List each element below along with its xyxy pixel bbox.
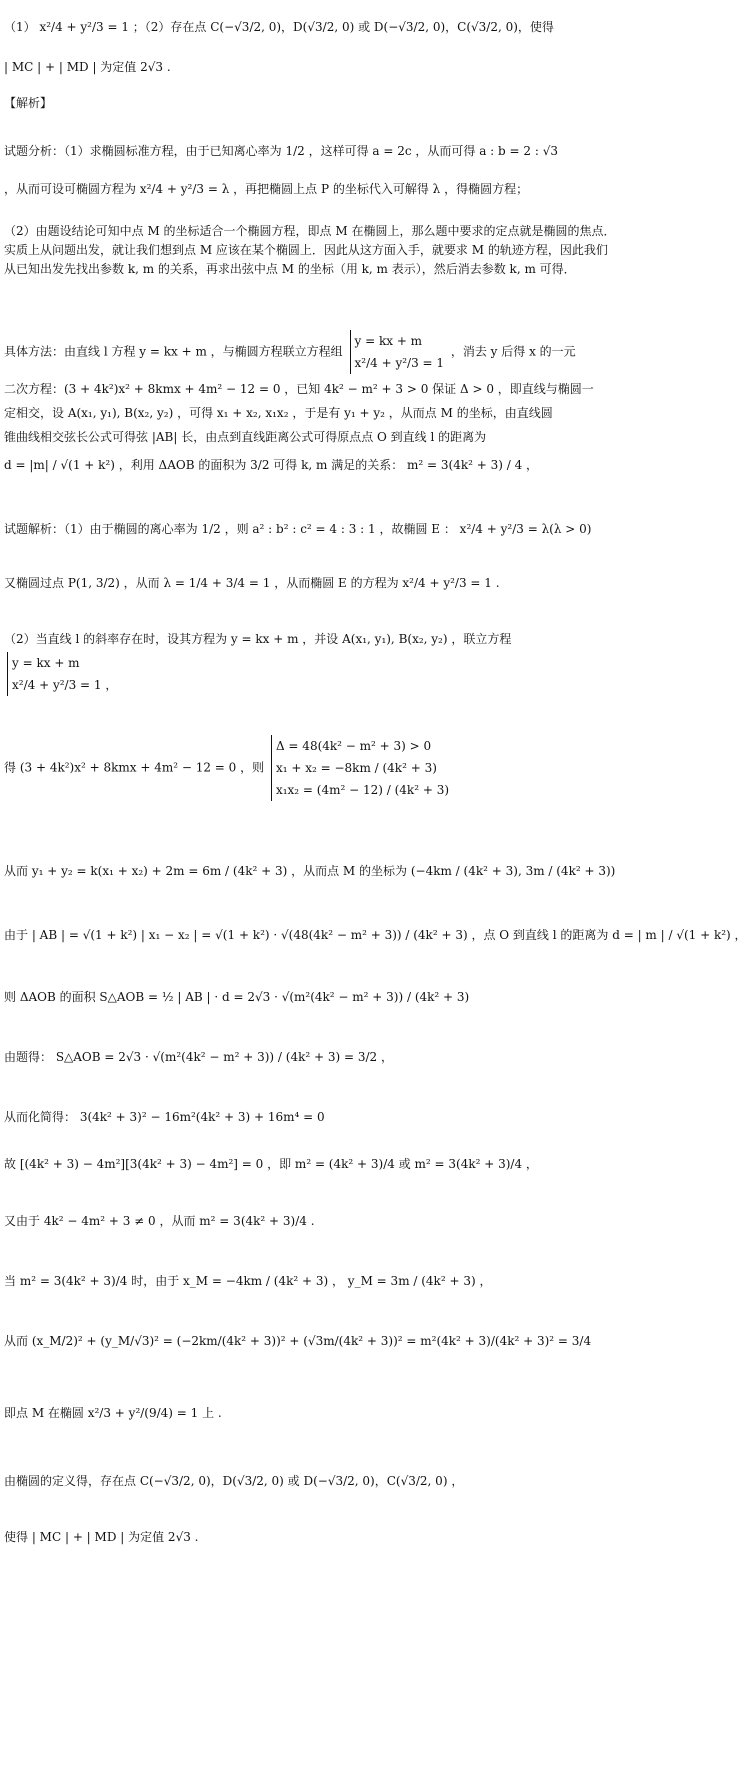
solution-line-1: 试题解析：（1）由于椭圆的离心率为 1/2 ，则 a² : b² : c² = 4 : 3 : 1 ，故椭圆 E ： x²/4 + y²/3 = λ(λ > 0) <box>4 522 592 536</box>
equation-line: y = kx + m <box>354 334 423 348</box>
equation-line: y = kx + m <box>12 656 80 670</box>
method-line-2: 二次方程：(3 + 4k²)x² + 8kmx + 4m² − 12 = 0 ，已知 4k² − m² + 3 > 0 保证 Δ > 0 ，即直线与椭圆一 <box>4 382 594 396</box>
solution-line-11: 又由于 4k² − 4m² + 3 ≠ 0 ，从而 m² = 3(4k² + 3)/4 . <box>4 1214 315 1228</box>
solution-line-14: 即点 M 在椭圆 x²/3 + y²/(9/4) = 1 上 . <box>4 1406 222 1420</box>
equation-system <box>350 330 445 374</box>
solution-text: 得 (3 + 4k²)x² + 8kmx + 4m² − 12 = 0 ，则 <box>4 760 265 775</box>
method-text: ，消去 y 后得 x 的一元 <box>450 344 576 359</box>
solution-line-16: 使得 | MC | + | MD | 为定值 2√3 . <box>4 1530 199 1544</box>
equation-line: x²/4 + y²/3 = 1 <box>354 356 445 370</box>
method-line-1 <box>4 330 618 370</box>
solution-line-2: 又椭圆过点 P(1, 3/2) ，从而 λ = 1/4 + 3/4 = 1 ，从而椭圆 E 的方程为 x²/4 + y²/3 = 1 . <box>4 576 500 590</box>
solution-line-8: 由题得： S△AOB = 2√3 · √(m²(4k² − m² + 3)) / (4k² + 3) = 3/2 ， <box>4 1050 393 1064</box>
equation-line: x²/4 + y²/3 = 1 ， <box>12 678 118 692</box>
solution-line-12: 当 m² = 3(4k² + 3)/4 时，由于 x_M = −4km / (4k² + 3) ， y_M = 3m / (4k² + 3) ， <box>4 1274 492 1288</box>
answer-line-1: （1） x²/4 + y²/3 = 1 ；（2）存在点 C(−√3/2, 0)，D(√3/2, 0) 或 D(−√3/2, 0)，C(√3/2, 0)，使得 <box>4 20 554 34</box>
solution-line-10: 故 [(4k² + 3) − 4m²][3(4k² + 3) − 4m²] = 0 ，即 m² = (4k² + 3)/4 或 m² = 3(4k² + 3)/4 ， <box>4 1157 538 1171</box>
equation-system <box>7 652 117 696</box>
answer-line-2: | MC | + | MD | 为定值 2√3 . <box>4 60 171 74</box>
equation-system <box>271 735 449 801</box>
solution-line-3: （2）当直线 l 的斜率存在时，设其方程为 y = kx + m ，并设 A(x₁, y₁), B(x₂, y₂) ，联立方程 <box>4 632 512 646</box>
equation-line: x₁x₂ = (4m² − 12) / (4k² + 3) <box>275 783 450 797</box>
solution-line-4 <box>4 735 618 801</box>
method-line-3: 定相交，设 A(x₁, y₁), B(x₂, y₂) ，可得 x₁ + x₂, x₁x₂ ，于是有 y₁ + y₂ ，从而点 M 的坐标，由直线圆 <box>4 406 553 420</box>
solution-system-3 <box>4 652 618 696</box>
analysis-part-1b: ，从而可设可椭圆方程为 x²/4 + y²/3 = λ ，再把椭圆上点 P 的坐标代入可解得 λ ，得椭圆方程； <box>4 182 529 196</box>
analysis-part-2: （2）由题设结论可知中点 M 的坐标适合一个椭圆方程，即点 M 在椭圆上，那么题中要求的定点就是椭圆的焦点．实质上从问题出发，就让我们想到点 M 应该在某个椭圆上．因此从这方面入手，就要求 M 的轨迹方程，因此我们从已知出发先找出参数 k, m 的关系，再求出弦中点 M 的坐标（用 k, m 表示），然后消去参数 k, m 可得． <box>4 224 616 276</box>
equation-line: Δ = 48(4k² − m² + 3) > 0 <box>275 739 432 753</box>
analysis-part-1a: 试题分析：（1）求椭圆标准方程，由于已知离心率为 1/2 ，这样可得 a = 2c ，从而可得 a : b = 2 : √3 <box>4 144 558 158</box>
method-text: 具体方法：由直线 l 方程 y = kx + m ，与椭圆方程联立方程组 <box>4 344 343 359</box>
solution-line-9: 从而化简得： 3(4k² + 3)² − 16m²(4k² + 3) + 16m⁴ = 0 <box>4 1110 325 1124</box>
equation-line: x₁ + x₂ = −8km / (4k² + 3) <box>275 761 437 775</box>
solution-line-7: 则 ΔAOB 的面积 S△AOB = ½ | AB | · d = 2√3 · √(m²(4k² − m² + 3)) / (4k² + 3) <box>4 990 470 1004</box>
method-line-5: d = |m| / √(1 + k²) ，利用 ΔAOB 的面积为 3/2 可得 k, m 满足的关系： m² = 3(4k² + 3) / 4 ， <box>4 458 539 472</box>
solution-line-5: 从而 y₁ + y₂ = k(x₁ + x₂) + 2m = 6m / (4k² + 3) ，从而点 M 的坐标为 (−4km / (4k² + 3), 3m / (4k² + 3)) <box>4 864 616 878</box>
solution-line-15: 由椭圆的定义得，存在点 C(−√3/2, 0)，D(√3/2, 0) 或 D(−√3/2, 0)，C(√3/2, 0) ， <box>4 1474 464 1488</box>
solution-line-6: 由于 | AB | = √(1 + k²) | x₁ − x₂ | = √(1 + k²) · √(48(4k² − m² + 3)) / (4k² + 3) ，点 O 到直线 l 的距离为 d = | m | / √(1 + k²) ， <box>4 928 747 942</box>
section-tag: 【解析】 <box>4 96 53 110</box>
method-line-4: 锥曲线相交弦长公式可得弦 |AB| 长，由点到直线距离公式可得原点点 O 到直线 l 的距离为 <box>4 430 487 444</box>
solution-line-13: 从而 (x_M/2)² + (y_M/√3)² = (−2km/(4k² + 3))² + (√3m/(4k² + 3))² = m²(4k² + 3)/(4k² + 3)² = 3/4 <box>4 1334 592 1348</box>
